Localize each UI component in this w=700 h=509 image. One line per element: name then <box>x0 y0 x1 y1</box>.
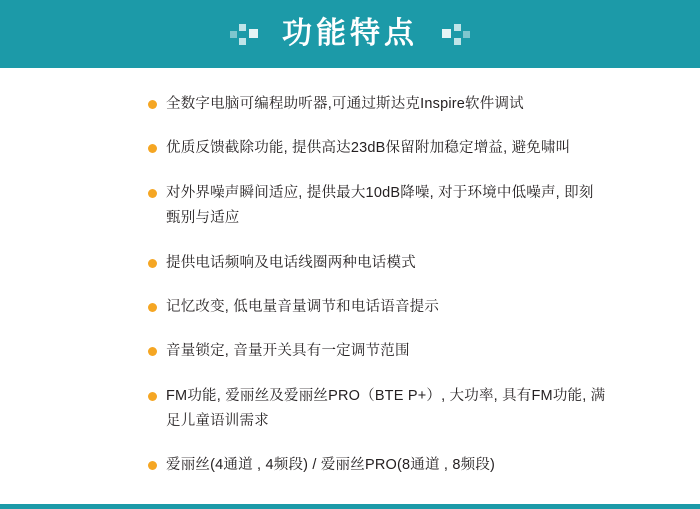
list-item <box>148 384 608 435</box>
list-item-text: 音量锁定, 音量开关具有一定调节范围 <box>166 343 410 360</box>
list-item <box>148 295 608 320</box>
list-item-text: 全数字电脑可编程助听器,可通过斯达克Inspire软件调试 <box>166 96 524 112</box>
bullet-icon <box>148 392 157 401</box>
list-item <box>148 181 608 232</box>
list-item-text: 记忆改变, 低电量音量调节和电话语音提示 <box>166 298 440 315</box>
list-item-text: 爱丽丝(4通道 , 4频段) / 爱丽丝PRO(8通道 , 8频段) <box>166 457 496 474</box>
pixel-squares-icon <box>440 23 470 45</box>
bullet-icon <box>148 100 157 109</box>
bullet-icon <box>148 144 157 153</box>
bullet-icon <box>148 189 157 198</box>
list-item <box>148 92 608 117</box>
list-item <box>148 251 608 276</box>
bullet-icon <box>148 347 157 356</box>
page-title: 功能特点 <box>282 17 418 50</box>
page-header <box>0 0 700 68</box>
bullet-icon <box>148 461 157 470</box>
bullet-icon <box>148 303 157 312</box>
list-item-text: FM功能, 爱丽丝及爱丽丝PRO（BTE P+）, 大功率, 具有FM功能, 满足儿童语训需求 <box>166 387 606 429</box>
footer-divider <box>0 504 700 509</box>
list-item <box>148 339 608 364</box>
list-item-text: 优质反馈截除功能, 提供高达23dB保留附加稳定增益, 避免啸叫 <box>166 140 571 157</box>
header-inner <box>230 19 470 49</box>
bullet-icon <box>148 259 157 268</box>
pixel-squares-icon <box>230 23 260 45</box>
list-item <box>148 136 608 161</box>
list-item-text: 提供电话频响及电话线圈两种电话模式 <box>166 254 416 271</box>
list-item-text: 对外界噪声瞬间适应, 提供最大10dB降噪, 对于环境中低噪声, 即刻甄别与适应 <box>166 184 594 227</box>
list-item <box>148 453 608 478</box>
feature-list <box>148 68 608 479</box>
